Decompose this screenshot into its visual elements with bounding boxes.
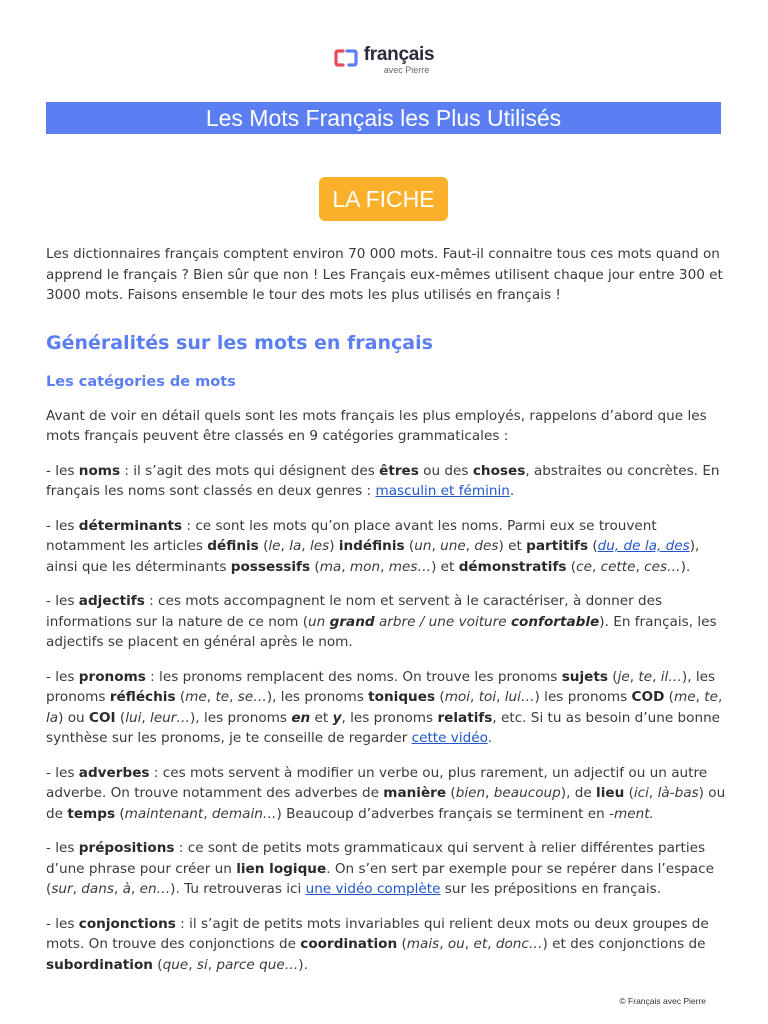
link-video-pronoms[interactable]: cette vidéo bbox=[411, 730, 488, 746]
logo-mark-icon bbox=[334, 48, 358, 68]
main-content bbox=[46, 244, 726, 989]
list-item-pronoms: - les pronoms : les pronoms remplacent des noms. On trouve les pronoms sujets (je, te, il…), les pronoms réfléchis (me, te, se…), les pronoms toniques (moi, toi, lui…) les pronoms COD (me, te, la) ou COI (lui, leur…), les pronoms en et y, les pronoms relatifs, etc. Si tu as besoin d’une bonne synthèse sur les pronoms, je te conseille de regarder cette vidéo. bbox=[46, 668, 723, 746]
site-logo bbox=[0, 45, 768, 75]
list-item-noms: - les noms : il s’agit des mots qui désignent des êtres ou des choses, abstraites ou concrètes. En français les noms sont classés en deux genres : masculin et féminin. bbox=[46, 462, 720, 499]
link-video-prepositions[interactable]: une vidéo complète bbox=[305, 881, 441, 897]
copyright-footer: © Français avec Pierre bbox=[619, 996, 706, 1006]
lead-paragraph: Avant de voir en détail quels sont les mots français les plus employés, rappelons d’abord que les mots français peuvent être classés en 9 catégories grammaticales : bbox=[46, 407, 707, 444]
logo-wordmark: français bbox=[363, 44, 435, 65]
list-item-conjonctions: - les conjonctions : il s’agit de petits mots invariables qui relient deux mots ou deux groupes de mots. On trouve des conjonctions de coordination (mais, ou, et, donc…) et des conjonctions de subordination (que, si, parce que…). bbox=[46, 915, 709, 973]
section-heading: Généralités sur les mots en français bbox=[46, 331, 433, 354]
list-item-determinants: - les déterminants : ce sont les mots qu’on place avant les noms. Parmi eux se trouvent notamment les articles définis (le, la, les) indéfinis (un, une, des) et partitifs (du, de la, des), ainsi que les déterminants possessifs (ma, mon, mes…) et démonstratifs (ce, cette, ces…). bbox=[46, 517, 700, 575]
logo-tagline: avec Pierre bbox=[383, 65, 430, 75]
list-item-prepositions: - les prépositions : ce sont de petits mots grammaticaux qui servent à relier différentes parties d’une phrase pour créer un lien logique. On s’en sert par exemple pour se repérer dans l’espace (sur, dans, à, en…). Tu retrouveras ici une vidéo complète sur les prépositions en français. bbox=[46, 840, 714, 897]
link-partitifs[interactable]: du, de la, des bbox=[597, 538, 690, 554]
subsection-heading: Les catégories de mots bbox=[46, 373, 236, 390]
fiche-badge: LA FICHE bbox=[319, 177, 448, 221]
link-masculin-feminin[interactable]: masculin et féminin bbox=[375, 483, 510, 499]
list-item-adjectifs: - les adjectifs : ces mots accompagnent le nom et servent à le caractériser, à donner des informations sur la nature de ce nom (un grand arbre / une voiture confortable). En français, les adjectifs se placent en général après le nom. bbox=[46, 593, 717, 650]
page-title-banner: Les Mots Français les Plus Utilisés bbox=[46, 102, 721, 134]
list-item-adverbes: - les adverbes : ces mots servent à modifier un verbe ou, plus rarement, un adjectif ou un autre adverbe. On trouve notamment des adverbes de manière (bien, beaucoup), de lieu (ici, là-bas) ou de temps (maintenant, demain…) Beaucoup d’adverbes français se terminent en -ment. bbox=[46, 764, 726, 822]
intro-paragraph: Les dictionnaires français comptent environ 70 000 mots. Faut-il connaitre tous ces mots quand on apprend le français ? Bien sûr que non ! Les Français eux-mêmes utilisent chaque jour entre 300 et 3000 mots. Faisons ensemble le tour des mots les plus utilisés en français ! bbox=[46, 246, 723, 303]
